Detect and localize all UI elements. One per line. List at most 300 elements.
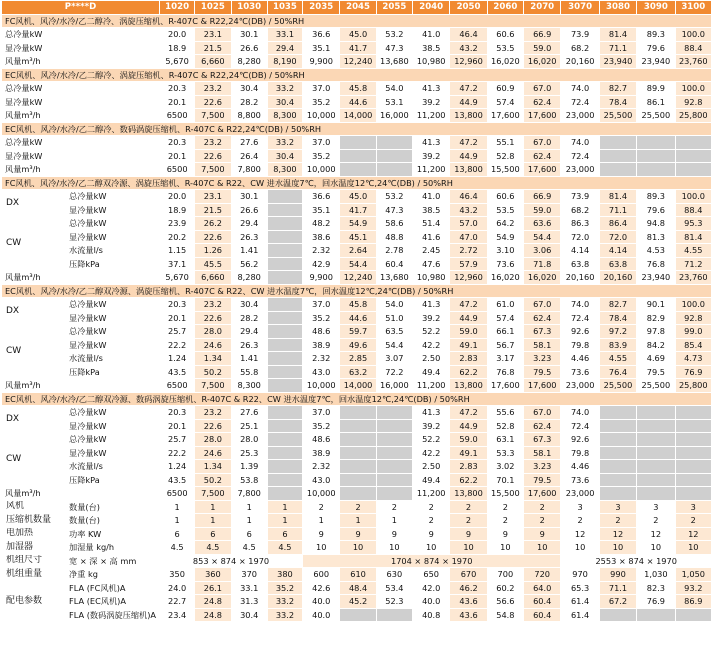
data-cell: 40.8 (413, 608, 450, 622)
data-cell: 4.5 (267, 541, 302, 555)
data-cell: 11,200 (413, 109, 450, 123)
row-label: 数量(台) (66, 514, 160, 528)
data-cell: 2 (450, 514, 487, 528)
data-cell: 74.0 (561, 298, 599, 312)
data-cell: 17,600 (524, 109, 561, 123)
data-cell: 20.2 (160, 230, 195, 244)
data-cell: 58.6 (376, 217, 412, 231)
row-group: CW (2, 217, 66, 271)
data-cell: 53.4 (376, 581, 412, 595)
row-label: 加湿量 kg/h (66, 541, 160, 555)
data-cell: 350 (160, 568, 195, 582)
data-cell (340, 419, 376, 433)
data-cell: 61.4 (561, 595, 599, 609)
data-cell: 25.7 (160, 325, 195, 339)
data-cell (637, 406, 675, 420)
data-cell: 9 (413, 527, 450, 541)
row-label: 显冷量kW (66, 203, 160, 217)
data-cell: 1.41 (231, 244, 267, 258)
data-cell: 79.8 (561, 446, 599, 460)
header-model: 2070 (524, 1, 561, 15)
data-cell (340, 446, 376, 460)
data-cell: 3 (599, 500, 636, 514)
data-cell: 59.0 (450, 325, 487, 339)
data-cell: 72.4 (561, 95, 599, 109)
table-row (2, 82, 712, 96)
data-cell (599, 406, 636, 420)
row-label: 总冷量kW (66, 190, 160, 204)
data-cell: 73.6 (561, 473, 599, 487)
data-cell: 30.1 (231, 190, 267, 204)
data-cell: 12 (675, 527, 711, 541)
data-cell: 72.4 (561, 419, 599, 433)
data-cell: 72.0 (561, 230, 599, 244)
data-cell: 79.6 (637, 203, 675, 217)
data-cell: 21.5 (195, 203, 231, 217)
data-cell: 95.3 (675, 217, 711, 231)
data-cell: 54.4 (524, 230, 561, 244)
data-cell: 35.1 (303, 41, 340, 55)
row-label: 显冷量kW (66, 230, 160, 244)
data-cell: 49.4 (413, 365, 450, 379)
data-cell: 25,500 (599, 379, 636, 393)
data-cell: 20.1 (160, 95, 195, 109)
data-cell: 38.9 (303, 338, 340, 352)
section-title: EC风机、风冷/水冷/乙二醇冷、涡旋压缩机、R-407C & R22,24℃(DB) / 50%RH (2, 68, 712, 82)
data-cell: 13,800 (450, 163, 487, 177)
data-cell: 54.8 (487, 608, 523, 622)
data-cell: 88.4 (675, 41, 711, 55)
data-cell: 60.6 (487, 190, 523, 204)
data-cell: 3 (561, 500, 599, 514)
data-cell: 2.32 (303, 352, 340, 366)
data-cell (267, 460, 302, 474)
data-cell: 41.7 (340, 203, 376, 217)
data-cell: 89.9 (637, 82, 675, 96)
table-row (2, 230, 712, 244)
data-cell: 45.0 (340, 28, 376, 42)
data-cell: 43.5 (160, 473, 195, 487)
data-cell: 72.4 (561, 311, 599, 325)
table-row (2, 203, 712, 217)
data-cell: 85.4 (675, 338, 711, 352)
data-cell: 33.2 (267, 82, 302, 96)
header-model: 2045 (340, 1, 376, 15)
data-cell: 54.4 (340, 257, 376, 271)
data-cell: 79.6 (637, 41, 675, 55)
data-cell: 12,240 (340, 55, 376, 69)
data-cell: 52.2 (413, 433, 450, 447)
data-cell: 10 (413, 541, 450, 555)
data-cell: 73.6 (561, 365, 599, 379)
data-cell: 6 (231, 527, 267, 541)
data-cell (267, 257, 302, 271)
data-cell: 100.0 (675, 82, 711, 96)
data-cell: 67.0 (524, 298, 561, 312)
table-row (2, 581, 712, 595)
data-cell: 12 (561, 527, 599, 541)
data-cell: 49.1 (450, 446, 487, 460)
data-cell (599, 446, 636, 460)
data-cell: 53.5 (487, 203, 523, 217)
data-cell: 2.85 (340, 352, 376, 366)
section-header (2, 176, 712, 190)
data-cell: 360 (195, 568, 231, 582)
data-cell: 12 (599, 527, 636, 541)
data-cell (267, 244, 302, 258)
data-cell: 26.6 (231, 41, 267, 55)
row-label: FLA (FC风机)A (66, 581, 160, 595)
data-cell: 71.2 (675, 257, 711, 271)
data-cell: 37.0 (303, 136, 340, 150)
data-cell: 56.6 (487, 595, 523, 609)
data-cell: 2.64 (340, 244, 376, 258)
data-cell (340, 163, 376, 177)
data-cell (675, 406, 711, 420)
data-cell: 82.9 (637, 311, 675, 325)
data-cell: 38.9 (303, 446, 340, 460)
data-cell: 20.1 (160, 311, 195, 325)
data-cell: 52.8 (487, 419, 523, 433)
data-cell: 44.9 (450, 95, 487, 109)
data-cell: 37.0 (303, 406, 340, 420)
data-cell (599, 136, 636, 150)
data-cell (267, 190, 302, 204)
data-cell: 2 (487, 500, 523, 514)
data-cell: 7,800 (231, 487, 267, 501)
row-group: 机组重量 (2, 568, 66, 582)
data-cell: 4.53 (637, 244, 675, 258)
data-cell: 23.2 (195, 136, 231, 150)
data-cell (637, 608, 675, 622)
data-cell: 24.6 (195, 446, 231, 460)
row-label: 总冷量kW (66, 217, 160, 231)
data-cell: 18.9 (160, 203, 195, 217)
data-cell: 57.9 (450, 257, 487, 271)
data-cell: 43.0 (303, 365, 340, 379)
data-cell: 25.7 (160, 433, 195, 447)
data-cell (599, 608, 636, 622)
data-cell: 1 (195, 514, 231, 528)
data-cell: 72.0 (599, 230, 636, 244)
data-cell: 63.8 (561, 257, 599, 271)
data-cell: 23,760 (675, 55, 711, 69)
header-model: 1035 (267, 1, 302, 15)
data-cell (340, 406, 376, 420)
data-cell: 27.6 (231, 136, 267, 150)
data-cell: 49.4 (413, 473, 450, 487)
data-cell: 37.0 (303, 298, 340, 312)
data-cell: 30.4 (231, 298, 267, 312)
data-cell: 23.2 (195, 82, 231, 96)
data-cell: 35.2 (267, 581, 302, 595)
data-cell: 33.2 (267, 595, 302, 609)
data-cell: 40.0 (303, 595, 340, 609)
data-cell: 18.9 (160, 41, 195, 55)
data-cell (376, 149, 412, 163)
data-cell: 1,050 (675, 568, 711, 582)
data-cell (599, 163, 636, 177)
row-group: 机组尺寸 (2, 554, 66, 568)
data-cell: 9 (524, 527, 561, 541)
data-cell: 7,500 (195, 487, 231, 501)
data-cell: 30.4 (231, 608, 267, 622)
data-cell: 4.5 (160, 541, 195, 555)
table-row (2, 149, 712, 163)
data-cell: 9 (376, 527, 412, 541)
data-cell: 71.1 (599, 41, 636, 55)
data-cell: 57.4 (487, 311, 523, 325)
data-cell: 47.3 (376, 41, 412, 55)
data-cell: 59.0 (450, 433, 487, 447)
data-cell: 55.1 (487, 136, 523, 150)
data-cell: 2 (413, 500, 450, 514)
table-row (2, 460, 712, 474)
data-cell: 29.4 (231, 217, 267, 231)
data-cell: 41.3 (413, 82, 450, 96)
data-cell: 47.3 (376, 203, 412, 217)
data-cell: 99.0 (675, 325, 711, 339)
data-cell: 22.6 (195, 95, 231, 109)
data-cell: 46.4 (450, 190, 487, 204)
data-cell: 26.2 (195, 217, 231, 231)
data-cell: 8,190 (267, 55, 302, 69)
section-title: FC风机、风冷/水冷/乙二醇双冷源、涡旋压缩机、R-407C & R22、CW 进水温度7℃，回水温度12℃,24℃(DB) / 50%RH (2, 176, 712, 190)
data-cell: 9 (487, 527, 523, 541)
data-cell (340, 608, 376, 622)
data-cell: 14,000 (340, 379, 376, 393)
data-cell: 72.2 (376, 365, 412, 379)
data-cell: 2.45 (413, 244, 450, 258)
data-cell: 67.2 (599, 595, 636, 609)
table-row (2, 406, 712, 420)
data-cell: 73.9 (561, 190, 599, 204)
row-group: DX (2, 298, 66, 325)
data-cell: 28.0 (231, 433, 267, 447)
data-cell: 93.2 (675, 581, 711, 595)
data-cell: 2 (303, 500, 340, 514)
data-cell: 86.3 (561, 217, 599, 231)
data-cell (637, 136, 675, 150)
data-cell: 2.50 (413, 460, 450, 474)
data-cell: 39.2 (413, 149, 450, 163)
data-cell: 16,020 (487, 55, 523, 69)
data-cell: 39.2 (413, 95, 450, 109)
data-cell: 380 (267, 568, 302, 582)
data-cell: 8,300 (231, 379, 267, 393)
data-cell (376, 473, 412, 487)
data-cell: 44.6 (340, 311, 376, 325)
data-cell: 1 (160, 514, 195, 528)
data-cell: 49.6 (340, 338, 376, 352)
data-cell: 63.1 (487, 433, 523, 447)
data-cell: 10 (599, 541, 636, 555)
header-model: 2055 (376, 1, 412, 15)
data-cell: 8,280 (231, 271, 267, 285)
data-cell: 23.4 (160, 608, 195, 622)
data-cell (340, 136, 376, 150)
data-cell: 57.0 (450, 217, 487, 231)
data-cell: 6 (267, 527, 302, 541)
data-cell: 4.5 (195, 541, 231, 555)
table-row (2, 541, 712, 555)
data-cell (675, 487, 711, 501)
row-label: 显冷量kW (66, 311, 160, 325)
data-cell: 16,000 (376, 379, 412, 393)
header-model: 2060 (487, 1, 523, 15)
data-cell: 650 (413, 568, 450, 582)
data-cell: 4.73 (675, 352, 711, 366)
data-cell: 3 (675, 500, 711, 514)
data-cell: 73.9 (561, 28, 599, 42)
data-cell: 20.3 (160, 298, 195, 312)
data-cell: 23,000 (561, 379, 599, 393)
table-row (2, 257, 712, 271)
table-row (2, 514, 712, 528)
section-header (2, 14, 712, 28)
data-cell: 24.8 (195, 595, 231, 609)
row-group: 风机 (2, 500, 66, 514)
data-cell: 52.3 (376, 595, 412, 609)
data-cell: 82.3 (637, 581, 675, 595)
data-cell: 35.2 (303, 95, 340, 109)
data-cell: 7,500 (195, 109, 231, 123)
data-cell: 4.14 (561, 244, 599, 258)
row-label: 水流量l/s (66, 352, 160, 366)
row-label: 显冷量kW (2, 149, 160, 163)
row-label: 压降kPa (66, 365, 160, 379)
data-cell: 23,000 (561, 487, 599, 501)
data-cell: 2.83 (450, 460, 487, 474)
data-cell: 41.0 (413, 190, 450, 204)
data-cell: 1.39 (231, 460, 267, 474)
data-cell: 67.0 (524, 406, 561, 420)
data-cell: 6500 (160, 109, 195, 123)
data-cell: 3.23 (524, 352, 561, 366)
data-cell: 15,500 (487, 487, 523, 501)
table-row (2, 298, 712, 312)
data-cell: 28.2 (231, 311, 267, 325)
data-cell: 25,500 (599, 109, 636, 123)
data-cell: 25.1 (231, 419, 267, 433)
data-cell: 25,800 (675, 109, 711, 123)
row-group: 电加热 (2, 527, 66, 541)
data-cell: 62.4 (524, 419, 561, 433)
data-cell: 78.4 (599, 95, 636, 109)
data-cell: 9,900 (303, 55, 340, 69)
data-cell: 5,670 (160, 55, 195, 69)
data-cell: 21.5 (195, 41, 231, 55)
data-cell: 23,940 (599, 55, 636, 69)
row-label: 功率 KW (66, 527, 160, 541)
data-cell (340, 149, 376, 163)
data-cell: 42.6 (303, 581, 340, 595)
data-cell: 79.5 (637, 365, 675, 379)
data-cell: 11,200 (413, 487, 450, 501)
section-title: FC风机、风冷/水冷/乙二醇冷、涡旋压缩机、R-407C & R22,24℃(DB) / 50%RH (2, 14, 712, 28)
data-cell: 33.2 (267, 136, 302, 150)
data-cell (675, 608, 711, 622)
data-cell: 66.9 (524, 190, 561, 204)
section-header (2, 122, 712, 136)
data-cell: 23.2 (195, 298, 231, 312)
data-cell: 670 (450, 568, 487, 582)
data-cell: 24.0 (160, 581, 195, 595)
data-cell: 53.2 (376, 28, 412, 42)
table-row (2, 28, 712, 42)
data-cell (376, 446, 412, 460)
data-cell (267, 311, 302, 325)
data-cell: 26.1 (195, 581, 231, 595)
data-cell: 89.3 (637, 190, 675, 204)
data-cell: 1.15 (160, 244, 195, 258)
data-cell: 10 (524, 541, 561, 555)
row-label: 风量m³/h (2, 487, 160, 501)
data-cell: 2 (340, 500, 376, 514)
data-cell: 1.41 (231, 352, 267, 366)
data-cell: 60.4 (376, 257, 412, 271)
table-row (2, 55, 712, 69)
table-row (2, 568, 712, 582)
data-cell: 20.1 (160, 149, 195, 163)
data-cell: 53.8 (231, 473, 267, 487)
data-cell: 26.6 (231, 203, 267, 217)
data-cell: 83.9 (599, 338, 636, 352)
data-cell: 71.8 (524, 257, 561, 271)
data-cell: 53.2 (376, 190, 412, 204)
data-cell: 33.1 (231, 581, 267, 595)
data-cell (637, 433, 675, 447)
row-label: 显冷量kW (66, 338, 160, 352)
data-cell: 10,980 (413, 271, 450, 285)
data-cell: 45.1 (340, 230, 376, 244)
data-cell: 70.1 (487, 473, 523, 487)
data-cell: 92.8 (675, 95, 711, 109)
data-cell (637, 460, 675, 474)
data-cell: 92.6 (561, 433, 599, 447)
row-group: DX (2, 406, 66, 433)
data-cell: 25.3 (231, 446, 267, 460)
data-cell: 17,600 (524, 487, 561, 501)
data-cell (637, 149, 675, 163)
data-cell: 62.4 (524, 311, 561, 325)
data-cell: 50.2 (195, 365, 231, 379)
data-cell: 14,000 (340, 109, 376, 123)
data-cell: 10 (376, 541, 412, 555)
data-cell: 2.78 (376, 244, 412, 258)
data-cell: 100.0 (675, 298, 711, 312)
data-cell: 1 (267, 500, 302, 514)
data-cell (340, 433, 376, 447)
data-cell: 1 (231, 514, 267, 528)
data-cell (267, 419, 302, 433)
data-cell: 28.2 (231, 95, 267, 109)
data-cell: 35.2 (303, 419, 340, 433)
data-cell: 22.6 (195, 149, 231, 163)
data-cell: 22.6 (195, 230, 231, 244)
data-cell: 45.5 (195, 257, 231, 271)
data-cell: 1.34 (195, 352, 231, 366)
data-cell: 94.8 (637, 217, 675, 231)
data-cell: 23.1 (195, 28, 231, 42)
data-cell: 79.5 (524, 473, 561, 487)
data-cell (637, 163, 675, 177)
data-cell: 1.26 (195, 244, 231, 258)
data-cell: 13,800 (450, 379, 487, 393)
data-cell: 66.1 (487, 325, 523, 339)
header-model: 1030 (231, 1, 267, 15)
data-cell: 43.6 (450, 595, 487, 609)
